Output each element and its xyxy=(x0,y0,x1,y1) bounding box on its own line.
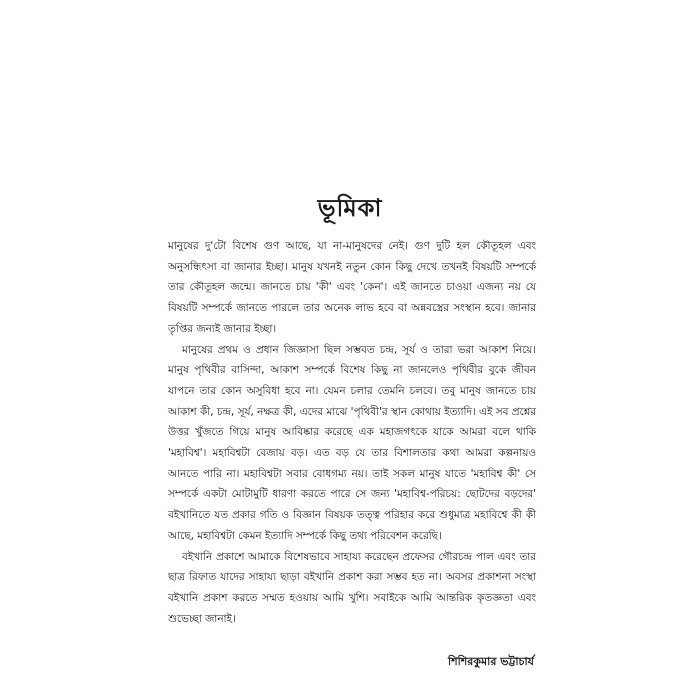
paragraph-3: বইখানি প্রকাশে আমাকে বিশেষভাবে সাহায্য করেছেন প্রফেসর গৌরচন্দ্র পাল এবং তার ছাত্র রিফাত যাদের সাহায্য ছাড়া বইখানি প্রকাশ করা সম্ভব হত না। অবসর প্রকাশনা সংস্থা বইখানি প্রকাশ করতে সম্মত হওয়ায় আমি খুশি। সবাইকে আমি আন্তরিক কৃতজ্ঞতা এবং শুভেচ্ছা জানাই। xyxy=(168,550,536,625)
author-signature: শিশিরকুমার ভট্টাচার্য xyxy=(447,655,534,668)
page-title: ভূমিকা xyxy=(317,194,383,222)
paragraph-2: মানুষের প্রথম ও প্রধান জিজ্ঞাসা ছিল সম্ভবত চন্দ্র, সূর্য ও তারা ভরা আকাশ নিয়ে। মানুষ পৃথিবীর বাসিন্দা, আকাশ সম্পর্কে বিশেষ কিছু না জানলেও পৃথিবীর বুকে জীবন যাপনে তার কোন অসুবিধা হবে না। যেমন চলার তেমনি চলবে। তবু মানুষ জানতে চায় আকাশ কী, চন্দ্র, সূর্য, নক্ষত্র কী, এদের মাঝে 'পৃথিবী'র স্থান কোথায় ইত্যাদি। এই সব প্রশ্নের উত্তর খুঁজতে গিয়ে মানুষ আবিষ্কার করেছে এক মহাজগৎকে যাকে আমরা বলে থাকি 'মহাবিশ্ব'। মহাবিশ্বটা বেজায় বড়। এত বড় যে তার বিশালতার কথা আমরা কল্পনায়ও আনতে পারি না। মহাবিশ্বটা সবার বোধগম্য নয়। তাই সকল মানুষ যাতে 'মহাবিশ্ব কী' সে সম্পর্কে একটা মোটামুটি ধারণা করতে পারে সে জন্য 'মহাবিশ্ব-পরিচয়: ছোটদের বড়দের' বইখানিতে যত প্রকার গতি ও বিজ্ঞান বিষয়ক তত্ত্ব পরিহার করে শুধুমাত্র মহাবিশ্বে কী কী আছে, মহাবিশ্বটা কেমন ইত্যাদি সম্পর্কে কিছু তথ্য পরিবেশন করেছি। xyxy=(168,343,536,542)
paragraph-1: মানুষের দু'টো বিশেষ গুণ আছে, যা না-মানুষদের নেই। গুণ দুটি হল কৌতূহল এবং অনুসন্ধিৎসা বা জানার ইচ্ছা। মানুষ যখনই নতুন কোন কিছু দেখে তখনই বিষয়টি সম্পর্কে তার কৌতূহল জন্মে। জানতে চায় 'কী' এবং 'কেন'। এই জানতে চাওয়া এজন্য নয় যে বিষয়টি সম্পর্কে জানতে পারলে তার অনেক লাভ হবে বা অন্নবস্ত্রের সংস্থান হবে। জানার তৃপ্তির জন্যই জানার ইচ্ছা। xyxy=(168,240,536,335)
preface-body xyxy=(168,236,536,629)
